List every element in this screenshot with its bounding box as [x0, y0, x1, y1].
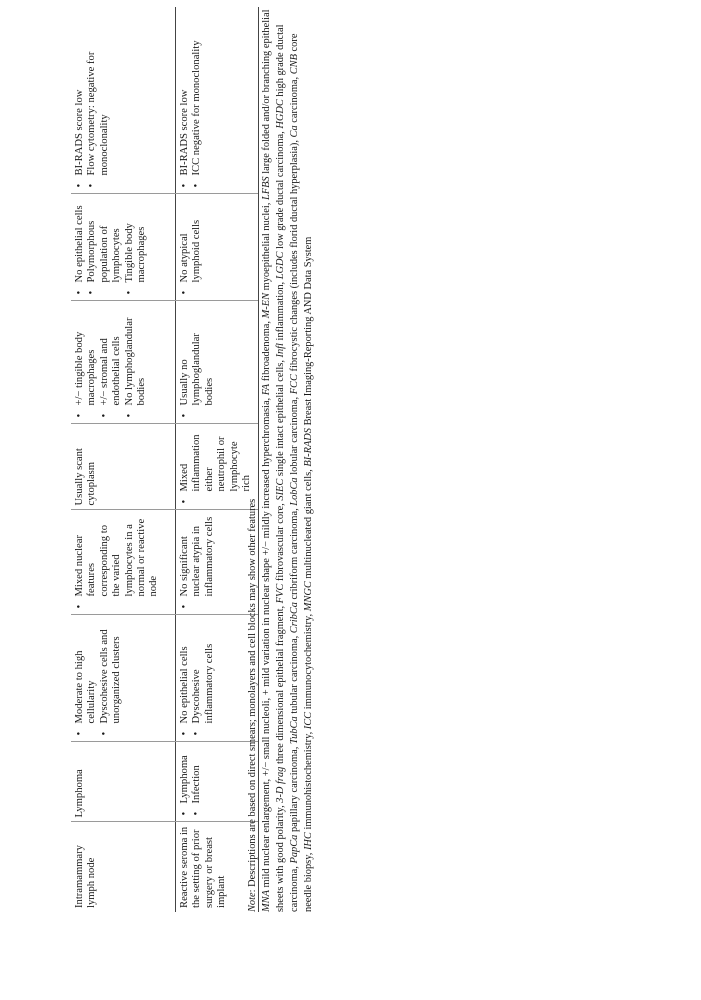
background-cell	[71, 301, 176, 424]
abbreviation-term: FA	[261, 383, 272, 396]
abbreviation-definition: single intact epithelial cells,	[275, 357, 286, 479]
abbreviation-definition: cribriform carcinoma,	[289, 505, 300, 603]
nuclei-cell	[71, 510, 176, 615]
abbreviation-definition: papillary carcinoma,	[289, 744, 300, 835]
abbreviation-definition: three dimensional epithelial fragment,	[275, 603, 286, 767]
list-item: • No epithelial cells	[179, 620, 191, 738]
differential-cell: Lymphoma	[71, 742, 176, 822]
abbreviation-definition: fibroadenoma,	[261, 318, 272, 384]
abbreviation-definition: fibrovascular core,	[275, 500, 286, 584]
abbreviation-definition: +/− small nucleoli, + mild variation in nuclear shape +/− mildly increased hyperchromasia,	[261, 395, 272, 777]
abbreviation-term: TubCa	[289, 716, 300, 745]
abbreviation-term: FCC	[289, 374, 300, 395]
abbreviation-term: 3-D frag	[275, 766, 286, 803]
list-item: • No significant nuclear atypia in inflammatory cells	[179, 515, 216, 611]
abbreviation-term: LFBS	[261, 176, 272, 201]
list-item: • No atypical lymphoid cells	[179, 199, 204, 297]
abbreviation-definition: immunohistochemistry,	[303, 729, 314, 833]
abbreviation-term: LGDC	[275, 251, 286, 280]
table-row	[71, 7, 176, 912]
list-item: • Polymorphous population of lymphocytes	[86, 199, 123, 297]
abbreviation-definition: myoepithelial nuclei,	[261, 200, 272, 293]
list-item: • ICC negative for monoclonality	[191, 11, 203, 190]
abbreviation-definition: mild nuclear enlargement,	[261, 776, 272, 891]
abbreviation-definition: fibrocystic changes (includes florid ductal hyperplasia),	[289, 137, 300, 375]
abbreviation-definition: lobular carcinoma,	[289, 394, 300, 478]
cytoplasm-cell: Usually scant cytoplasm	[71, 424, 176, 510]
ancillary-cell	[71, 7, 176, 194]
abbreviation-definition: immunocytochemistry,	[303, 611, 314, 712]
note-text: : Descriptions are based on direct smears; monolayers and cell blocks may show other features	[247, 498, 258, 893]
abbreviation-definition: Breast Imaging-Reporting AND Data System	[303, 236, 314, 428]
abbreviation-term: IHC	[303, 832, 314, 851]
abbreviation-definition: large folded and/or branching epithelial sheets with good polarity,	[261, 9, 286, 912]
list-item: • Dyscohesive inflammatory cells	[191, 620, 216, 738]
abbreviation-definition: inflammation,	[275, 279, 286, 344]
list-item: • Dyscohesive cells and unorganized clusters	[99, 620, 124, 738]
list-item: • No epithelial cells	[74, 199, 86, 297]
diagnosis-cell: Intramammary lymph node	[74, 845, 98, 908]
list-item: • No lymphoglandular bodies	[124, 306, 149, 420]
abbreviation-definition: multinucleated giant cells,	[303, 466, 314, 582]
abbreviation-term: HGDC	[275, 99, 286, 129]
abbreviation-term: PapCa	[289, 834, 300, 864]
smear-cell	[71, 615, 176, 742]
abbreviation-term: CribCa	[289, 602, 300, 634]
diagnosis-cell: Reactive seroma in the setting of prior surgery or breast implant	[176, 822, 259, 912]
abbreviation-term: Ca	[289, 125, 300, 138]
abbreviation-definition: low grade ductal carcinoma,	[275, 128, 286, 252]
other-features-cell	[71, 194, 176, 301]
abbreviation-term: LobCa	[289, 477, 300, 506]
table-footnotes	[246, 7, 316, 912]
note-line	[246, 7, 260, 912]
list-item: • Mixed nuclear features corresponding to the varied lymphocytes in a normal or reactive node	[74, 515, 161, 611]
abbreviation-definition: carcinoma,	[289, 74, 300, 126]
list-item: • Usually no lymphoglandular bodies	[179, 306, 216, 420]
abbreviation-term: FVC	[275, 583, 286, 604]
note-label: Note	[247, 892, 258, 912]
list-item: • Moderate to high cellularity	[74, 620, 99, 738]
list-item: • +/− tingible body macrophages	[74, 306, 99, 420]
abbreviation-term: CNB	[289, 54, 300, 75]
list-item: • BI-RADS score low	[179, 11, 191, 190]
abbreviation-term: ICC	[303, 711, 314, 730]
list-item: • Lymphoma	[179, 747, 191, 818]
list-item: • +/− stromal and endothelial cells	[99, 306, 124, 420]
abbreviation-term: SIEC	[275, 478, 286, 501]
list-item: • BI-RADS score low	[74, 11, 86, 190]
abbreviation-definition: high grade ductal carcinoma,	[275, 24, 300, 912]
list-item: • Flow cytometry: negative for monoclonality	[86, 11, 111, 190]
abbreviation-paragraph	[260, 7, 316, 912]
abbreviation-definition: core needle biopsy,	[289, 33, 314, 912]
list-item: • Infection	[191, 747, 203, 818]
list-item: • Mixed inflammation either neutrophil or lymphocyte rich	[179, 429, 253, 506]
abbreviation-term: MNGC	[303, 581, 314, 612]
abbreviation-definition: tubular carcinoma,	[289, 633, 300, 717]
abbreviation-term: M-EN	[261, 292, 272, 319]
cytology-table	[71, 7, 259, 912]
abbreviation-term: MNA	[261, 890, 272, 912]
abbreviation-term: Infl	[275, 343, 286, 358]
abbreviation-term: BI-RADS	[303, 427, 314, 467]
list-item: • Tingible body macrophages	[124, 199, 149, 297]
